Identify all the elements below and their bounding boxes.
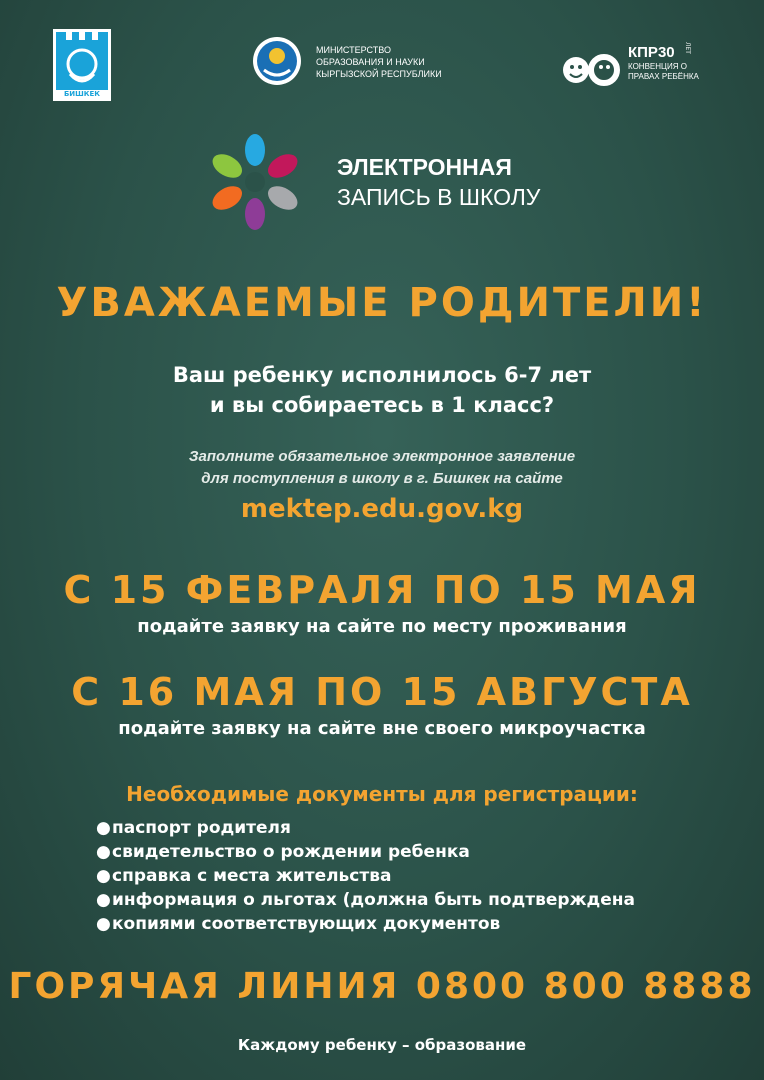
documents-title: Необходимые документы для регистрации: [126,782,638,806]
kpr-title: КПР30 [628,44,675,61]
question-text [0,360,764,420]
list-item: ●паспорт родителя [96,818,291,838]
kpr-subtitle-2: ПРАВАХ РЕБЁНКА [628,72,699,81]
documents-list [96,816,736,936]
instruction-note [0,446,764,490]
period-1-heading: С 15 ФЕВРАЛЯ ПО 15 МАЯ [63,568,701,612]
kyrgyz-emblem-icon [252,36,302,86]
bullet-icon: ● [96,818,111,838]
period-2-heading: С 16 МАЯ ПО 15 АВГУСТА [71,670,693,714]
brand-line-1: ЭЛЕКТРОННАЯ [337,154,512,180]
bullet-icon: ● [96,842,111,862]
bullet-icon: ● [96,866,111,886]
question-line-2: и вы собираетесь в 1 класс? [209,393,555,417]
kpr-subtitle-1: КОНВЕНЦИЯ О [628,62,687,71]
brand-block [205,132,565,232]
ministry-line-3: КЫРГЫЗСКОЙ РЕСПУБЛИКИ [316,69,442,79]
period-1-subtitle: подайте заявку на сайте по месту проживания [137,616,627,637]
bishkek-logo [52,28,112,102]
period-2-subtitle: подайте заявку на сайте вне своего микроучастка [118,718,646,739]
kpr-vertical-label: ЛЕТ [684,42,691,54]
children-circle-icon [205,132,305,232]
note-line-1: Заполните обязательное электронное заявление [188,448,576,465]
list-item: ●копиями соответствующих документов [96,914,501,934]
bishkek-logo-text: БИШКЕК [63,90,101,98]
list-item: ●информация о льготах (должна быть подтверждена [96,890,635,910]
bullet-icon: ● [96,914,111,934]
hotline-heading: ГОРЯЧАЯ ЛИНИЯ 0800 800 8888 [8,966,756,1007]
bullet-icon: ● [96,890,111,910]
note-line-2: для поступления в школу в г. Бишкек на сайте [201,470,563,487]
list-item: ●справка с места жительства [96,866,392,886]
brand-line-2: ЗАПИСЬ В ШКОЛУ [337,184,541,210]
ministry-line-1: МИНИСТЕРСТВО [316,45,391,55]
kpr-30-number [560,36,620,92]
footer-slogan: Каждому ребенку – образование [237,1036,527,1054]
ministry-line-2: ОБРАЗОВАНИЯ И НАУКИ [316,57,425,67]
ministry-logo [252,36,452,86]
question-line-1: Ваш ребенку исполнилось 6-7 лет [172,363,592,387]
greeting-heading: УВАЖАЕМЫЕ РОДИТЕЛИ! [56,280,708,326]
list-item: ●свидетельство о рождении ребенка [96,842,470,862]
website-link[interactable]: mektep.edu.gov.kg [240,494,524,524]
kpr30-logo [560,36,720,92]
